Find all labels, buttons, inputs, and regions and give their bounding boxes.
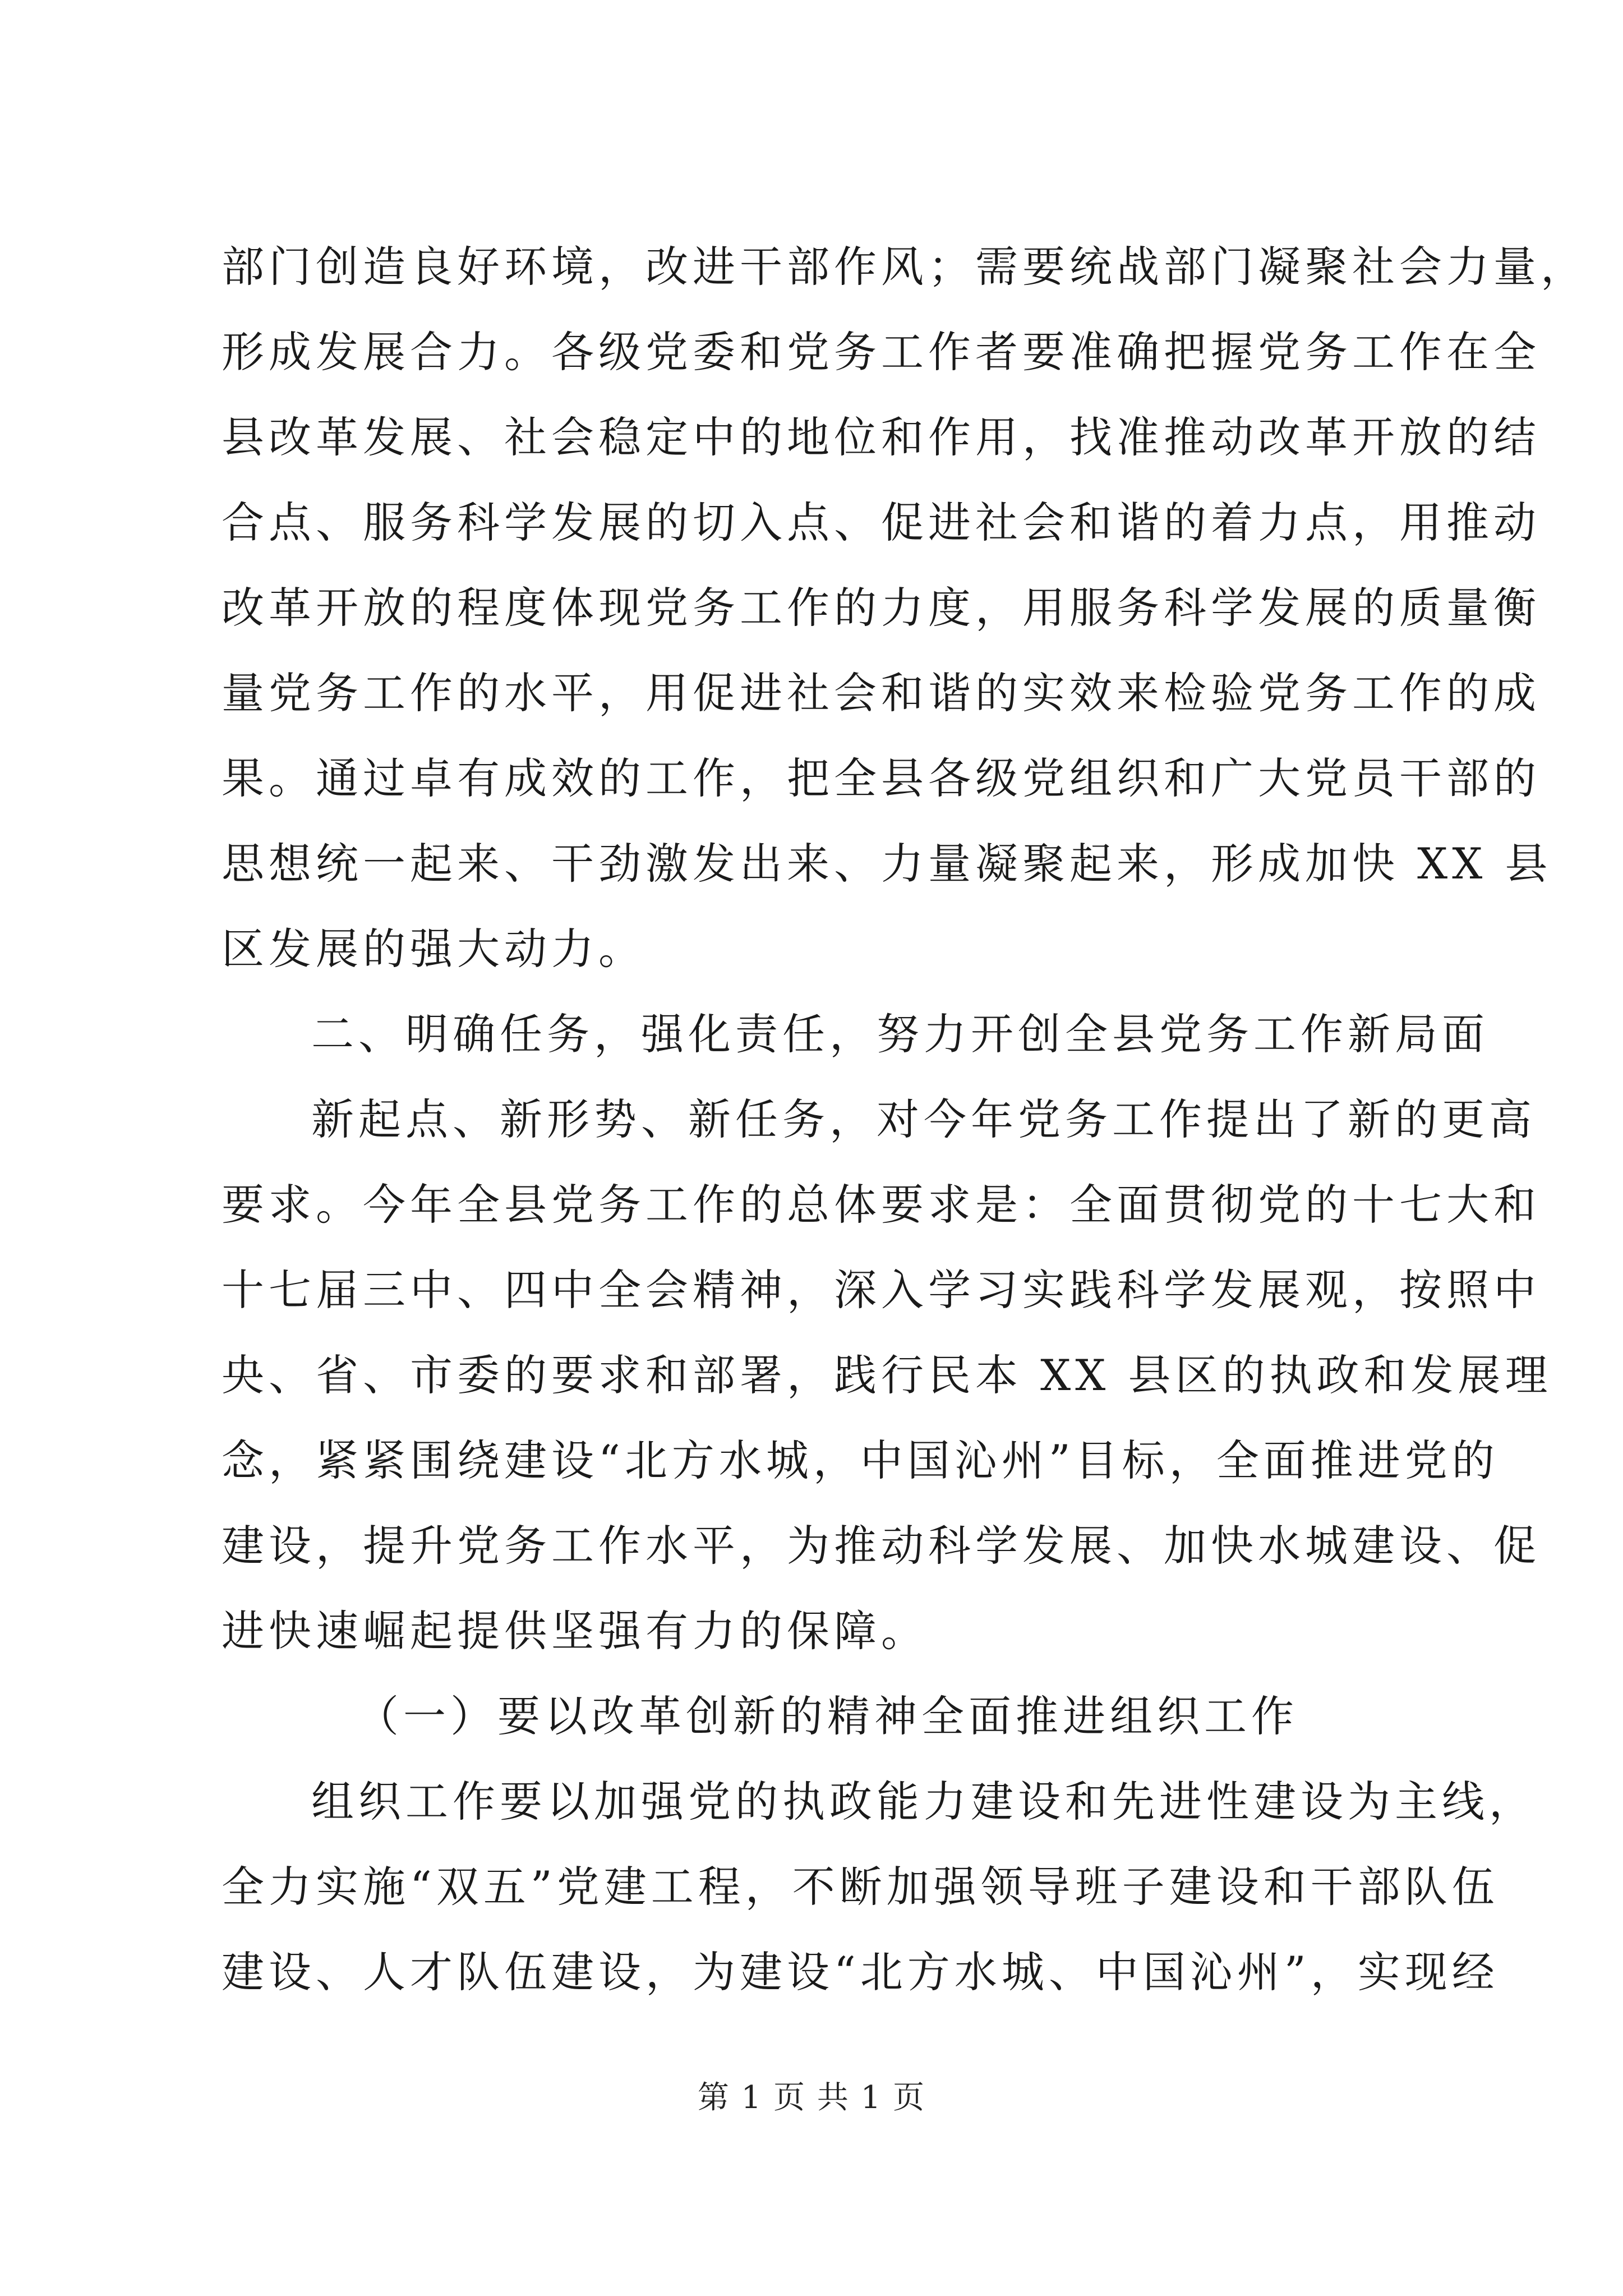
paragraph-line: 合点、服务科学发展的切入点、促进社会和谐的着力点，用推动 <box>222 498 1541 547</box>
paragraph-line: 果。通过卓有成效的工作，把全县各级党组织和广大党员干部的 <box>222 753 1541 803</box>
paragraph-line: 组织工作要以加强党的执政能力建设和先进性建设为主线， <box>311 1777 1536 1826</box>
paragraph-line: 区发展的强大动力。 <box>222 924 645 974</box>
paragraph-line: 央、省、市委的要求和部署，践行民本 XX 县区的执政和发展理 <box>222 1350 1552 1400</box>
paragraph-line: 思想统一起来、干劲激发出来、力量凝聚起来，形成加快 XX 县 <box>222 839 1552 889</box>
paragraph-line: 要求。今年全县党务工作的总体要求是：全面贯彻党的十七大和 <box>222 1180 1541 1230</box>
paragraph-line: 十七届三中、四中全会精神，深入学习实践科学发展观，按照中 <box>222 1265 1541 1315</box>
paragraph-line: 新起点、新形势、新任务，对今年党务工作提出了新的更高 <box>311 1094 1536 1144</box>
paragraph-line: 建设、人才队伍建设，为建设“北方水城、中国沁州”，实现经 <box>222 1947 1499 1997</box>
paragraph-line: 形成发展合力。各级党委和党务工作者要准确把握党务工作在全 <box>222 327 1541 377</box>
paragraph-line: 念，紧紧围绕建设“北方水城，中国沁州”目标，全面推进党的 <box>222 1435 1499 1485</box>
paragraph-line: 县改革发展、社会稳定中的地位和作用，找准推动改革开放的结 <box>222 412 1541 462</box>
paragraph-line: 建设，提升党务工作水平，为推动科学发展、加快水城建设、促 <box>222 1521 1541 1571</box>
paragraph-line: 量党务工作的水平，用促进社会和谐的实效来检验党务工作的成 <box>222 668 1541 718</box>
paragraph-line: 部门创造良好环境，改进干部作风；需要统战部门凝聚社会力量， <box>222 242 1588 292</box>
subsection-heading: （一）要以改革创新的精神全面推进组织工作 <box>356 1691 1298 1741</box>
paragraph-line: 改革开放的程度体现党务工作的力度，用服务科学发展的质量衡 <box>222 583 1541 633</box>
document-body <box>222 224 1588 2015</box>
paragraph-line: 进快速崛起提供坚强有力的保障。 <box>222 1606 928 1656</box>
section-heading: 二、明确任务，强化责任，努力开创全县党务工作新局面 <box>311 1009 1489 1059</box>
page-footer: 第 1 页 共 1 页 <box>697 2079 926 2116</box>
paragraph-line: 全力实施“双五”党建工程，不断加强领导班子建设和干部队伍 <box>222 1862 1499 1912</box>
